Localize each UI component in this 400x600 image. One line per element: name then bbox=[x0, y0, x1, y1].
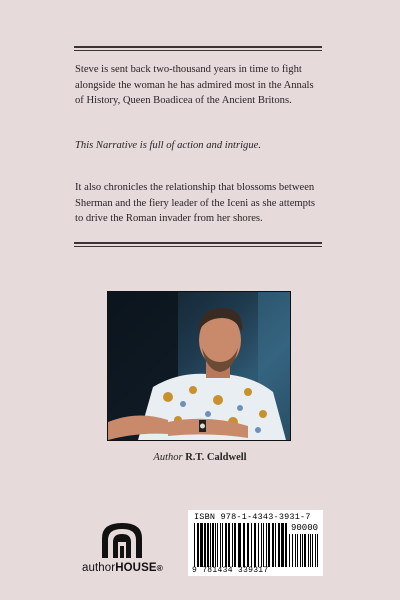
barcode-bar bbox=[317, 534, 318, 567]
barcode-bar bbox=[220, 523, 221, 567]
barcode-bar bbox=[266, 523, 267, 567]
barcode-bar bbox=[285, 523, 287, 567]
barcode-bar bbox=[225, 523, 227, 567]
barcode-bar bbox=[297, 534, 298, 567]
barcode-bar bbox=[312, 534, 313, 567]
registered-mark: ® bbox=[156, 563, 163, 573]
barcode-bar bbox=[247, 523, 249, 567]
barcode-bar bbox=[243, 523, 245, 567]
barcode-bar bbox=[222, 523, 223, 567]
barcode-bar bbox=[210, 523, 211, 567]
barcode-bar bbox=[304, 534, 306, 567]
top-divider bbox=[74, 46, 322, 51]
barcode-bar bbox=[310, 534, 311, 567]
barcode-bar bbox=[232, 523, 233, 567]
barcode-bar bbox=[308, 534, 309, 567]
barcode-bar bbox=[295, 534, 296, 567]
author-name: R.T. Caldwell bbox=[185, 452, 247, 463]
price-code: 90000 bbox=[291, 523, 319, 533]
barcode-bar bbox=[302, 534, 303, 567]
barcode-bar bbox=[292, 534, 293, 567]
isbn-text: ISBN 978-1-4343-3931-7 bbox=[194, 512, 311, 522]
bottom-divider bbox=[74, 242, 322, 247]
publisher-name-caps: HOUSE bbox=[115, 562, 157, 574]
barcode-bar bbox=[278, 523, 280, 567]
barcode-bar bbox=[194, 523, 195, 567]
author-role: Author bbox=[153, 452, 183, 463]
barcode-bar bbox=[300, 534, 301, 567]
barcode-bar bbox=[197, 523, 199, 567]
author-caption bbox=[0, 452, 400, 463]
barcode-bar bbox=[261, 523, 262, 567]
barcode-digits: 9 781434 339317 bbox=[192, 566, 269, 575]
authorhouse-building-icon bbox=[97, 520, 147, 560]
publisher-logo bbox=[82, 520, 162, 580]
barcode-bar bbox=[263, 523, 264, 567]
barcode-bar bbox=[251, 523, 252, 567]
publisher-name bbox=[82, 562, 162, 574]
barcode-bar bbox=[234, 523, 236, 567]
barcode-bar bbox=[212, 523, 214, 567]
blurb-paragraph-2: This Narrative is full of action and intrigue. bbox=[75, 140, 261, 151]
blurb-paragraph-1: Steve is sent back two-thousand years in time to fight alongside the woman he has admired most in the Annals of History, Queen Boadicea of the Ancient Britons. bbox=[75, 64, 314, 106]
barcode-bar bbox=[215, 523, 216, 567]
barcode-bars bbox=[194, 523, 288, 567]
barcode-bar bbox=[258, 523, 259, 567]
publisher-name-lower: author bbox=[82, 562, 116, 574]
barcode-bar bbox=[254, 523, 256, 567]
barcode-addon-bars bbox=[289, 534, 319, 567]
barcode-bar bbox=[289, 534, 290, 567]
isbn-barcode bbox=[188, 510, 323, 576]
barcode-bar bbox=[275, 523, 276, 567]
barcode-bar bbox=[207, 523, 209, 567]
barcode-bar bbox=[272, 523, 274, 567]
barcode-bar bbox=[268, 523, 270, 567]
barcode-bar bbox=[204, 523, 206, 567]
barcode-bar bbox=[217, 523, 218, 567]
barcode-bar bbox=[238, 523, 241, 567]
blurb-paragraph-3: It also chronicles the relationship that blossoms between Sherman and the fiery leader of the Iceni as she attempts to drive the Roman invader from her shores. bbox=[75, 182, 316, 224]
barcode-bar bbox=[200, 523, 203, 567]
barcode-bar bbox=[281, 523, 284, 567]
barcode-bar bbox=[315, 534, 316, 567]
author-photo bbox=[107, 291, 291, 441]
barcode-bar bbox=[228, 523, 230, 567]
